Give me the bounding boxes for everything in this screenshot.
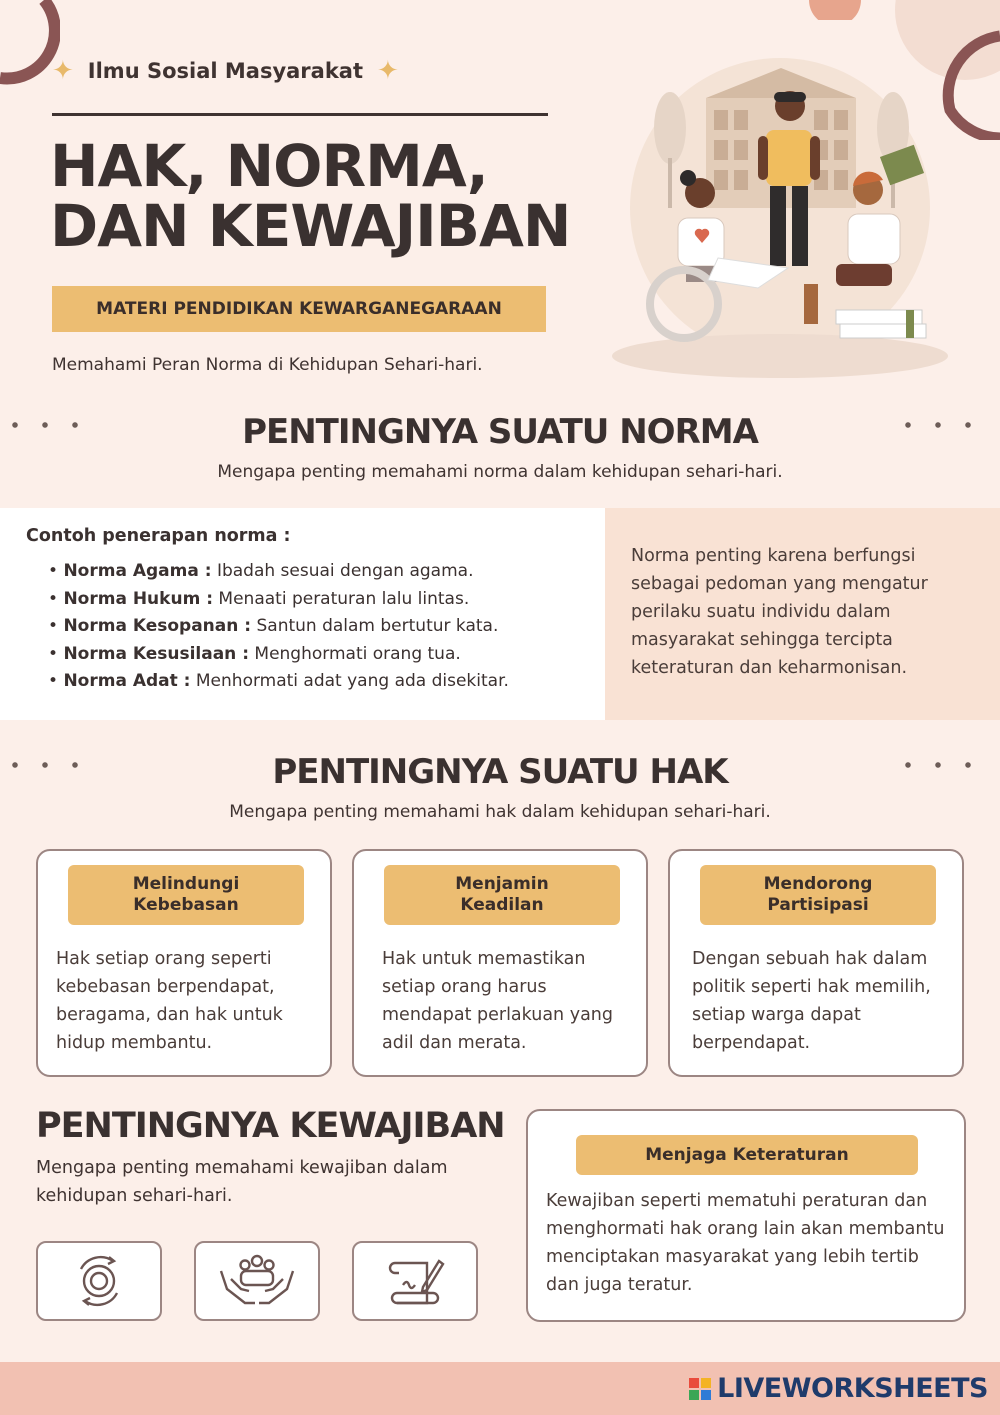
brand-name: LIVEWORKSHEETS: [717, 1373, 988, 1404]
norma-band: [0, 508, 1000, 720]
norma-section-title: PENTINGNYA SUATU NORMA: [242, 412, 758, 452]
hak-card-partisipasi: [668, 849, 964, 1077]
card-text: Dengan sebuah hak dalam politik seperti hak memilih, setiap warga dapat berpendapat.: [692, 949, 931, 1053]
liveworksheets-mark-icon: [689, 1378, 711, 1400]
subject-badge: MATERI PENDIDIKAN KEWARGANEGARAAN: [52, 286, 546, 332]
norma-examples-list: [26, 558, 605, 696]
kicker: [52, 58, 399, 84]
corner-decoration-top-center: [805, 0, 865, 20]
norma-explanation: Norma penting karena berfungsi sebagai pedoman yang mengatur perilaku suatu individu dalam masyarakat sehingga tercipta keteraturan dan keharmonisan.: [605, 508, 1000, 720]
scroll-contract-icon: [383, 1249, 447, 1313]
list-item: • Norma Agama : Ibadah sesuai dengan agama.: [48, 558, 605, 586]
kicker-text: Ilmu Sosial Masyarakat: [87, 59, 364, 83]
sparkle-icon: ✦: [377, 56, 399, 86]
list-item: • Norma Kesopanan : Santun dalam bertutur kata.: [48, 613, 605, 641]
card-tag: Melindungi Kebebasan: [68, 865, 304, 925]
norma-examples-heading: Contoh penerapan norma :: [26, 526, 291, 546]
list-item: • Norma Adat : Menhormati adat yang ada disekitar.: [48, 668, 605, 696]
card-text: Hak untuk memastikan setiap orang harus mendapat perlakuan yang adil dan merata.: [382, 949, 613, 1053]
kewajiban-card: [526, 1109, 966, 1322]
kewajiban-section-title: PENTINGNYA KEWAJIBAN: [36, 1106, 505, 1146]
icon-box-cycle: [36, 1241, 162, 1321]
card-text: Hak setiap orang seperti kebebasan berpendapat, beragama, dan hak untuk hidup membantu.: [56, 949, 283, 1053]
brand-logo: [689, 1373, 988, 1404]
hands-community-icon: [215, 1249, 299, 1313]
card-text: Kewajiban seperti mematuhi peraturan dan menghormati hak orang lain akan membantu menciptakan masyarakat yang lebih tertib dan juga teratur.: [546, 1191, 945, 1295]
icon-box-scroll: [352, 1241, 478, 1321]
corner-decoration-right: [895, 0, 1000, 140]
page-title: [50, 132, 590, 260]
students-illustration: [608, 58, 948, 378]
norma-examples-panel: [0, 508, 605, 720]
hak-card-keadilan: [352, 849, 648, 1077]
hak-section-subtitle: Mengapa penting memahami hak dalam kehidupan sehari-hari.: [229, 802, 771, 822]
page-title-line-2: DAN KEWAJIBAN: [50, 192, 571, 260]
card-tag: Menjaga Keteraturan: [576, 1135, 918, 1175]
card-tag: Menjamin Keadilan: [384, 865, 620, 925]
header-divider: [52, 113, 548, 116]
list-item: • Norma Hukum : Menaati peraturan lalu lintas.: [48, 586, 605, 614]
sparkle-icon: ✦: [52, 56, 74, 86]
list-item: • Norma Kesusilaan : Menghormati orang tua.: [48, 641, 605, 669]
cycle-icon: [67, 1249, 131, 1313]
norma-section-subtitle: Mengapa penting memahami norma dalam kehidupan sehari-hari.: [217, 462, 783, 482]
hak-card-kebebasan: [36, 849, 332, 1077]
page-title-line-1: HAK, NORMA,: [50, 132, 488, 200]
icon-box-community: [194, 1241, 320, 1321]
kewajiban-section-subtitle: Mengapa penting memahami kewajiban dalam kehidupan sehari-hari.: [36, 1158, 448, 1206]
corner-decoration-left: [0, 0, 60, 90]
hak-section-title: PENTINGNYA SUATU HAK: [272, 752, 728, 792]
page-subtitle: Memahami Peran Norma di Kehidupan Sehari-hari.: [52, 355, 483, 375]
card-tag: Mendorong Partisipasi: [700, 865, 936, 925]
